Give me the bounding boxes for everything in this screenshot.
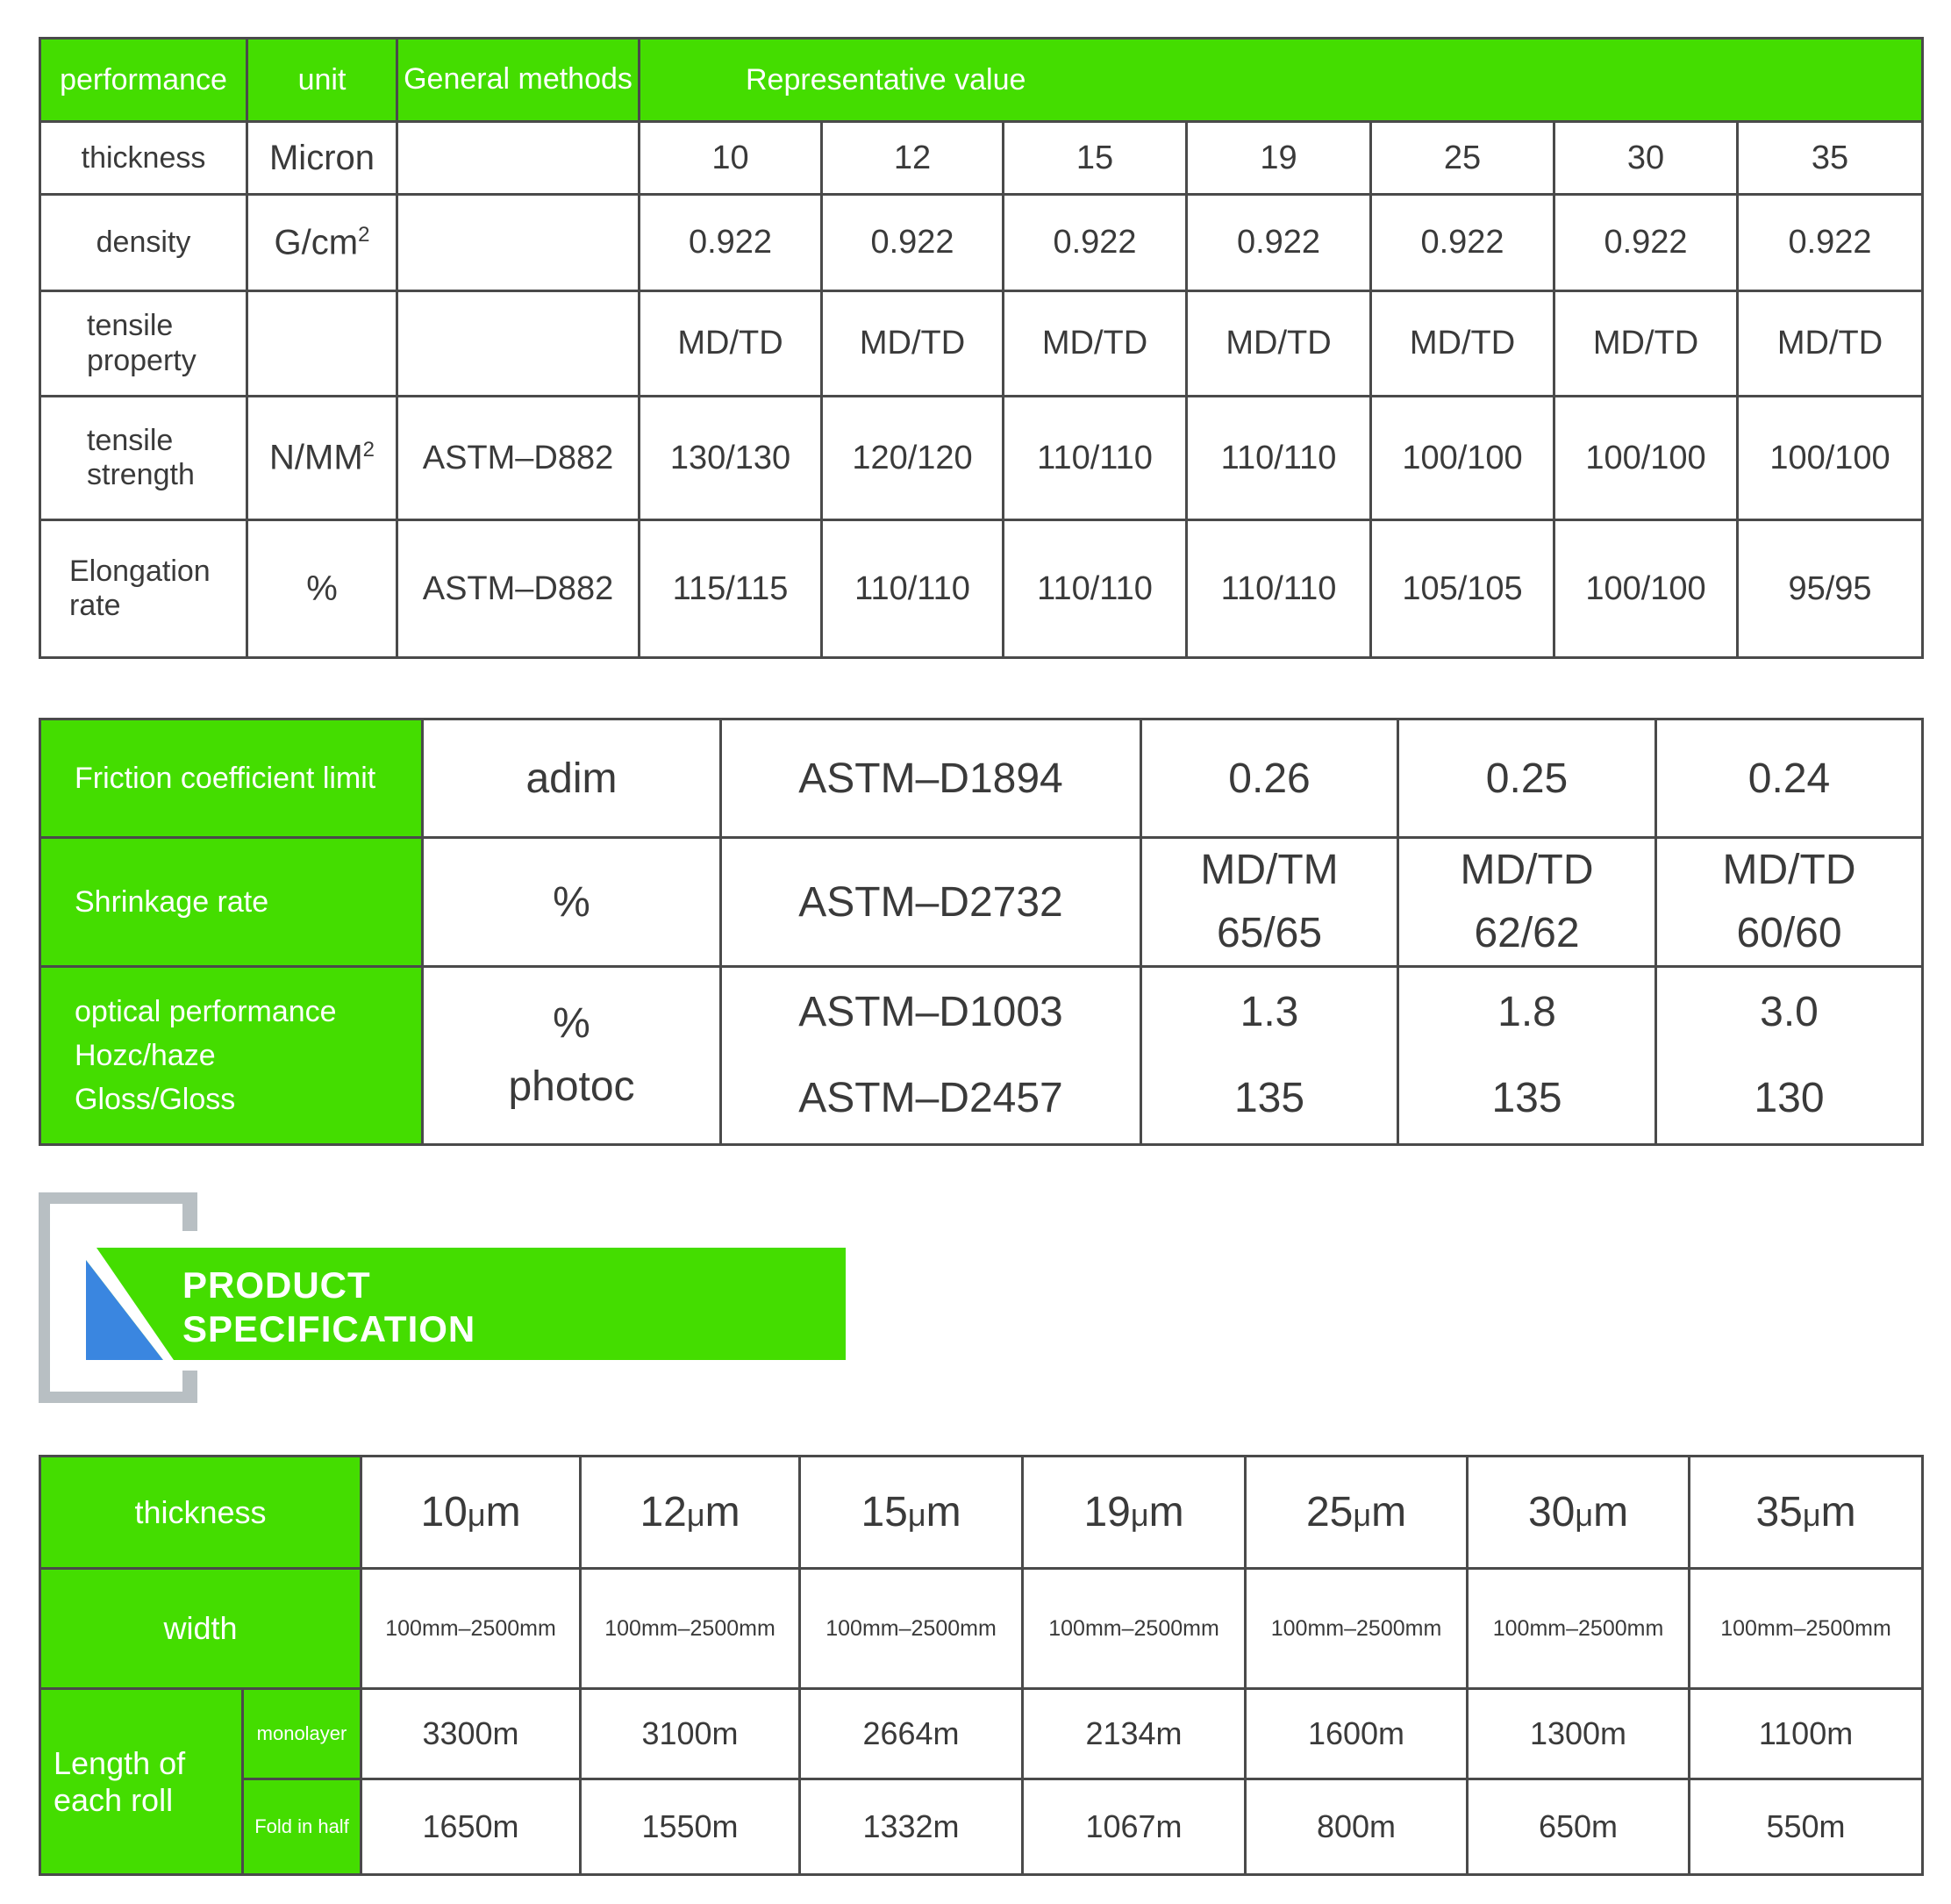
value-cell: MD/TD (640, 291, 822, 397)
value-cell: MD/TD (1371, 291, 1554, 397)
value-cell: 3.0 130 (1656, 967, 1923, 1145)
value-cell: 1.3 135 (1141, 967, 1398, 1145)
row-unit: adim (423, 719, 721, 838)
row-method (397, 122, 640, 195)
row-method: ASTM–D882 (397, 520, 640, 658)
row-label: thickness (40, 122, 247, 195)
value-cell: 110/110 (822, 520, 1004, 658)
value-cell: 0.922 (1004, 195, 1187, 291)
value-cell: 110/110 (1004, 397, 1187, 520)
value-cell: 30μm (1468, 1457, 1690, 1569)
value-cell: 1600m (1246, 1689, 1468, 1779)
value-cell: 0.922 (1738, 195, 1923, 291)
value-cell: MD/TD (822, 291, 1004, 397)
value-cell: MD/TD (1187, 291, 1371, 397)
value-cell: 12μm (581, 1457, 800, 1569)
row-unit: Micron (247, 122, 397, 195)
value-cell: 35 (1738, 122, 1923, 195)
value-cell: 650m (1468, 1779, 1690, 1875)
value-cell: 19 (1187, 122, 1371, 195)
spec-table (39, 1455, 1924, 1876)
row-unit: $N/MM^2$ (247, 397, 397, 520)
value-cell: 550m (1690, 1779, 1923, 1875)
value-cell: 110/110 (1004, 520, 1187, 658)
value-cell: 15μm (800, 1457, 1023, 1569)
value-cell: 1067m (1023, 1779, 1246, 1875)
table-row-thickness (40, 1457, 1923, 1569)
row-label: optical performance Hozc/haze Gloss/Gloss (40, 967, 423, 1145)
length-label: Length of each roll (40, 1689, 243, 1875)
bracket-decoration-bottom (182, 1371, 197, 1403)
row-method: ASTM–D1003 ASTM–D2457 (721, 967, 1141, 1145)
properties-table (39, 718, 1924, 1146)
value-cell: 100mm–2500mm (361, 1569, 581, 1689)
value-cell: 25μm (1246, 1457, 1468, 1569)
value-cell: 0.24 (1656, 719, 1923, 838)
value-cell: 30 (1554, 122, 1738, 195)
row-label: width (40, 1569, 361, 1689)
table-row-shrinkage (40, 838, 1923, 967)
value-cell: 10 (640, 122, 822, 195)
sub-label-fold-in-half: Fold in half (243, 1779, 361, 1875)
value-cell: 800m (1246, 1779, 1468, 1875)
value-cell: MD/TD (1004, 291, 1187, 397)
value-cell: 3300m (361, 1689, 581, 1779)
value-cell: 120/120 (822, 397, 1004, 520)
value-cell: MD/TD (1738, 291, 1923, 397)
value-cell: 115/115 (640, 520, 822, 658)
row-unit: % (247, 520, 397, 658)
value-cell: 110/110 (1187, 520, 1371, 658)
value-cell: 100mm–2500mm (1246, 1569, 1468, 1689)
value-cell: 1100m (1690, 1689, 1923, 1779)
banner-triangle-icon (86, 1248, 174, 1360)
value-cell: 2134m (1023, 1689, 1246, 1779)
value-cell: 0.922 (1554, 195, 1738, 291)
value-cell: 1650m (361, 1779, 581, 1875)
value-cell: 0.26 (1141, 719, 1398, 838)
table-row-width (40, 1569, 1923, 1689)
value-cell: 0.922 (1187, 195, 1371, 291)
value-cell: 110/110 (1187, 397, 1371, 520)
value-cell: 1300m (1468, 1689, 1690, 1779)
row-label: thickness (40, 1457, 361, 1569)
value-cell: MD/TD 60/60 (1656, 838, 1923, 967)
value-cell: 10μm (361, 1457, 581, 1569)
value-cell: 12 (822, 122, 1004, 195)
table-row-tensile-strength (40, 397, 1923, 520)
value-cell: 0.922 (1371, 195, 1554, 291)
value-cell: MD/TD (1554, 291, 1738, 397)
value-cell: 100mm–2500mm (1690, 1569, 1923, 1689)
value-cell: 100/100 (1738, 397, 1923, 520)
table-row-friction (40, 719, 1923, 838)
value-cell: 0.922 (640, 195, 822, 291)
row-method (397, 291, 640, 397)
table-row-density (40, 195, 1923, 291)
row-unit: $G/cm^2$ (247, 195, 397, 291)
value-cell: 100mm–2500mm (581, 1569, 800, 1689)
value-cell: MD/TD 62/62 (1398, 838, 1656, 967)
sub-label-monolayer: monolayer (243, 1689, 361, 1779)
table-row-elongation-rate (40, 520, 1923, 658)
row-method: ASTM–D882 (397, 397, 640, 520)
performance-table (39, 37, 1924, 659)
table-row-monolayer (40, 1689, 1923, 1779)
row-unit: % (423, 838, 721, 967)
header-unit: unit (247, 39, 397, 122)
table-row-tensile-property (40, 291, 1923, 397)
row-label: tensile property (40, 291, 247, 397)
header-general-methods: General methods (397, 39, 640, 122)
value-cell: 100/100 (1554, 520, 1738, 658)
value-cell: 100/100 (1371, 397, 1554, 520)
table-row-fold-in-half (40, 1779, 1923, 1875)
value-cell: 100/100 (1554, 397, 1738, 520)
row-method (397, 195, 640, 291)
value-cell: 19μm (1023, 1457, 1246, 1569)
row-label: tensile strength (40, 397, 247, 520)
value-cell: 15 (1004, 122, 1187, 195)
section-title: PRODUCT SPECIFICATION (182, 1264, 476, 1349)
value-cell: 100mm–2500mm (1023, 1569, 1246, 1689)
row-method: ASTM–D2732 (721, 838, 1141, 967)
value-cell: 100mm–2500mm (1468, 1569, 1690, 1689)
value-cell: 0.922 (822, 195, 1004, 291)
bracket-decoration-top (182, 1192, 197, 1231)
value-cell: 1332m (800, 1779, 1023, 1875)
value-cell: 3100m (581, 1689, 800, 1779)
row-label: density (40, 195, 247, 291)
header-representative-value: Representative value (640, 39, 1923, 122)
value-cell: 35μm (1690, 1457, 1923, 1569)
table-row-optical (40, 967, 1923, 1145)
value-cell: 2664m (800, 1689, 1023, 1779)
value-cell: 0.25 (1398, 719, 1656, 838)
value-cell: 130/130 (640, 397, 822, 520)
value-cell: MD/TM 65/65 (1141, 838, 1398, 967)
row-label: Friction coefficient limit (40, 719, 423, 838)
value-cell: 100mm–2500mm (800, 1569, 1023, 1689)
row-label: Elongation rate (40, 520, 247, 658)
row-label: Shrinkage rate (40, 838, 423, 967)
value-cell: 1.8 135 (1398, 967, 1656, 1145)
value-cell: 95/95 (1738, 520, 1923, 658)
value-cell: 105/105 (1371, 520, 1554, 658)
row-method: ASTM–D1894 (721, 719, 1141, 838)
row-unit: % photoc (423, 967, 721, 1145)
table-row-thickness (40, 122, 1923, 195)
value-cell: 1550m (581, 1779, 800, 1875)
row-unit (247, 291, 397, 397)
header-performance: performance (40, 39, 247, 122)
value-cell: 25 (1371, 122, 1554, 195)
